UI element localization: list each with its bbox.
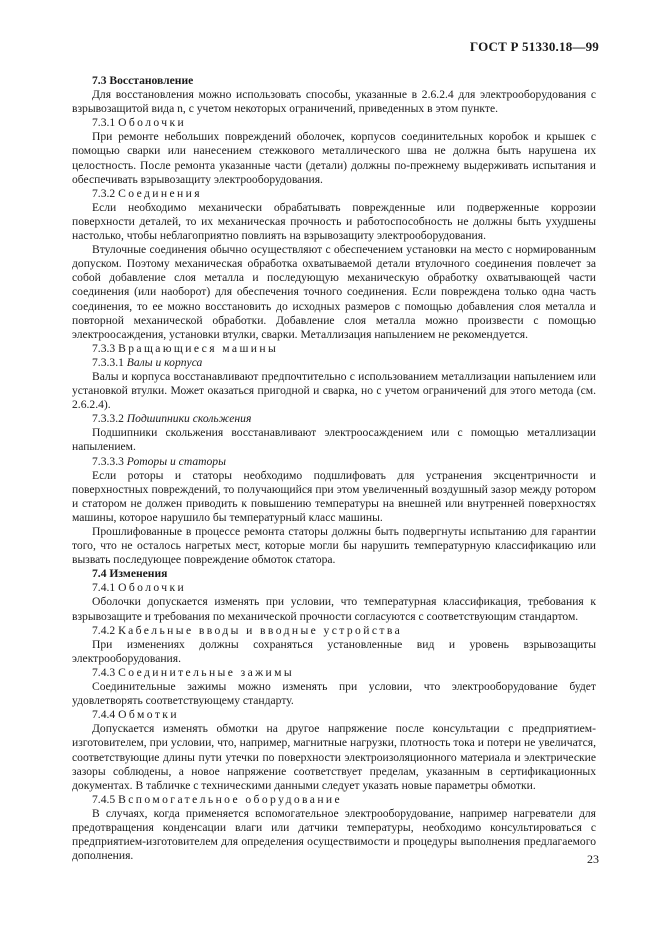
paragraph: Валы и корпуса восстанавливают предпочтительно с использованием металлизации напылением или установкой втулки. Может оказаться пригодной и сварка, но с учетом ограничений для этого метода (см. 2.6.2.4). <box>72 369 596 412</box>
section-number: 7.3.3.2 <box>92 412 124 426</box>
document-body <box>72 74 596 863</box>
paragraph: Оболочки допускается изменять при условии, что температурная классификация, требования к взрывозащите и требования по механической прочности согласуются с соответствующим стандартом. <box>72 595 596 623</box>
paragraph: Для восстановления можно использовать способы, указанные в 2.6.2.4 для электрооборудования с взрывозащитой вида n, с учетом некоторых ограничений, приведенных в этом пункте. <box>72 88 596 116</box>
section-heading <box>72 624 596 638</box>
section-heading <box>72 708 596 722</box>
section-title: Валы и корпуса <box>126 355 203 369</box>
section-title: Изменения <box>109 567 168 581</box>
paragraph: Если роторы и статоры необходимо подшлифовать для устранения эксцентричности и поверхностных повреждений, то получающийся при этом увеличенный воздушный зазор между ротором и статором не должен приводить к повышению температуры на внешней или внутренней поверхностях машины, которое нарушило бы температурный класс машины. <box>72 468 596 524</box>
section-title: Подшипники скольжения <box>126 412 252 426</box>
section-heading <box>72 412 596 426</box>
section-heading <box>72 793 596 807</box>
section-heading <box>72 567 596 581</box>
section-number: 7.3.3.3 <box>92 454 124 468</box>
document-code: ГОСТ Р 51330.18—99 <box>469 39 599 54</box>
page-number: 23 <box>587 852 599 866</box>
section-number: 7.4.2 <box>92 623 116 637</box>
section-heading <box>72 666 596 680</box>
section-number: 7.3.3 <box>92 341 116 355</box>
paragraph: При ремонте небольших повреждений оболочек, корпусов соединительных коробок и крышек с помощью сварки или нанесением стежкового металлического шва не должна быть нарушена их целостность. После ремонта указанные части (детали) должны по-прежнему выдерживать испытания и обеспечивать взрывозащиту электрооборудования. <box>72 130 596 186</box>
section-number: 7.3.2 <box>92 186 116 200</box>
section-title: Соединения <box>118 186 202 200</box>
section-number: 7.4.1 <box>92 581 116 595</box>
section-heading <box>72 116 596 130</box>
section-heading <box>72 455 596 469</box>
section-number: 7.4.3 <box>92 665 116 679</box>
paragraph: Подшипники скольжения восстанавливают электроосаждением или с помощью металлизации напылением. <box>72 426 596 454</box>
section-number: 7.3 <box>92 74 107 87</box>
section-title: Кабельные вводы и вводные устройства <box>118 623 403 637</box>
paragraph: Прошлифованные в процессе ремонта статоры должны быть подвергнуты испытанию для гарантии того, что не осталось нагретых мест, которые могли бы нарушить температурную классификацию или вызвать последующее повреждение обмоток статора. <box>72 525 596 567</box>
section-heading <box>72 342 596 356</box>
section-heading <box>72 187 596 201</box>
section-title: Соединительные зажимы <box>118 665 295 679</box>
section-number: 7.4.5 <box>92 792 116 806</box>
section-number: 7.3.3.1 <box>92 355 124 369</box>
section-heading <box>72 581 596 595</box>
section-title: Оболочки <box>118 116 187 130</box>
paragraph: При изменениях должны сохраняться установленные вид и уровень взрывозащиты электрооборудования. <box>72 637 596 665</box>
section-title: Обмотки <box>118 708 179 722</box>
section-title: Вспомогательное оборудование <box>118 792 343 806</box>
paragraph: Если необходимо механически обрабатывать поврежденные или подверженные коррозии поверхности деталей, то их механическая прочность и работоспособность не должны быть ухудшены настолько, чтобы неблагоприятно повлиять на взрывозащиту электрооборудования. <box>72 200 596 243</box>
section-title: Вращающиеся машины <box>118 341 279 355</box>
paragraph: Соединительные зажимы можно изменять при условии, что электрооборудование будет удовлетворять соответствующему стандарту. <box>72 680 596 708</box>
section-number: 7.4.4 <box>92 708 116 722</box>
paragraph: В случаях, когда применяется вспомогательное электрооборудование, например нагреватели для предотвращения конденсации влаги или датчики температуры, необходимо консультироваться с предприятием-изготовителем для определения осуществимости и процедуры выполнения предлагаемого дополнения. <box>72 806 596 863</box>
section-title: Оболочки <box>118 581 187 595</box>
paragraph: Допускается изменять обмотки на другое напряжение после консультации с предприятием-изготовителем, при условии, что, например, магнитные нагрузки, плотность тока и потери не увеличатся, соответствующие длины пути утечки по поверхности электроизоляционного материала и электрические зазоры соблюдены, а новое напряжение соответствует пределам, указанным в сертификационных документах. В табличке с техническими данными следует указать новые параметры обмотки. <box>72 722 596 792</box>
section-heading <box>72 74 596 88</box>
paragraph: Втулочные соединения обычно осуществляют с обеспечением установки на место с нормированным допуском. Поэтому механическая обработка охватываемой детали втулочного соединения повлечет за собой добавление слоя металла и последующую механическую обработку охватывающей части соединения (или наоборот) для обеспечения точного соединения. Если повреждена только одна часть соединения, то ее можно восстановить до исходных размеров с помощью добавления слоя металла и повторной механической обработки. Добавление слоя металла можно произвести с помощью электроосаждения, установки втулки, сварки. Металлизация напылением не рекомендуется. <box>72 243 596 341</box>
section-heading <box>72 356 596 370</box>
section-title: Роторы и статоры <box>126 454 226 468</box>
section-title: Восстановление <box>109 74 194 87</box>
section-number: 7.4 <box>92 567 107 581</box>
section-number: 7.3.1 <box>92 116 116 130</box>
